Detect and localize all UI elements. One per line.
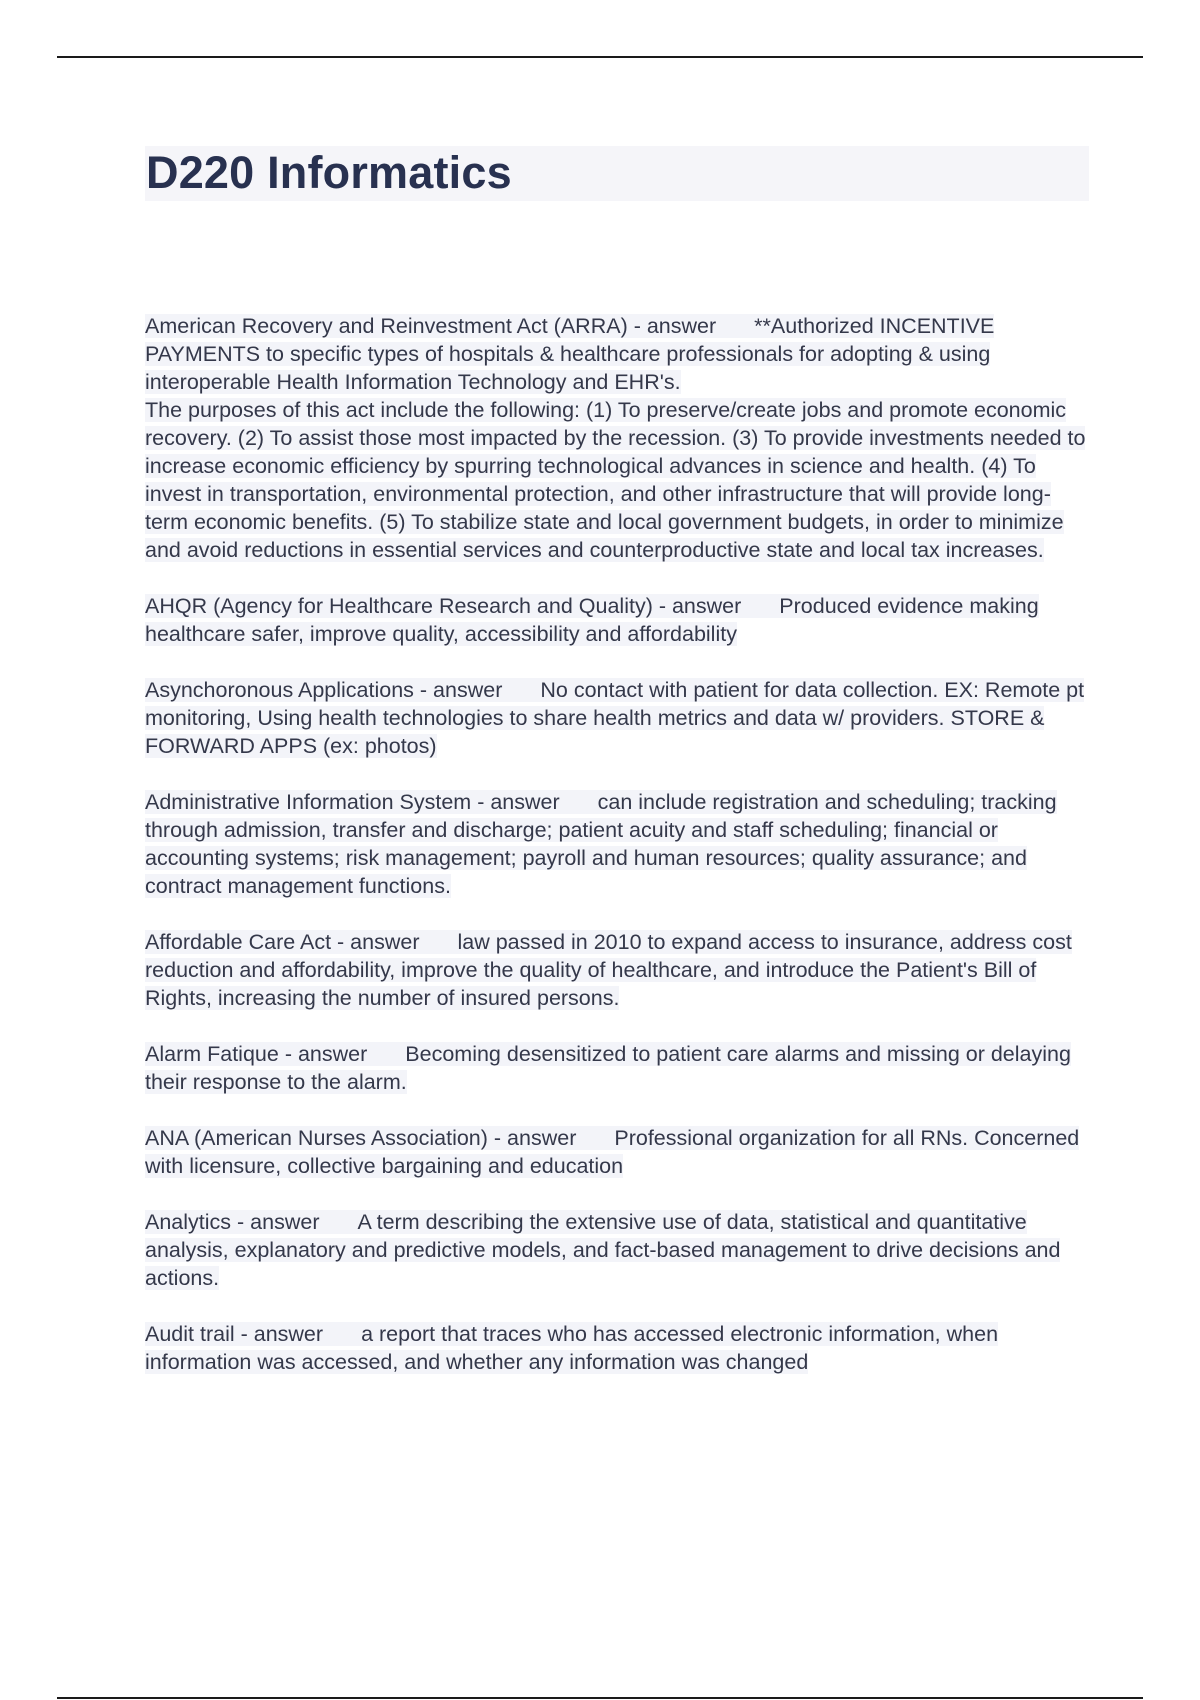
entry-text <box>145 1040 1090 1096</box>
flashcard-entry <box>145 1208 1090 1292</box>
entry-definition: Professional organization for all RNs. Concerned with licensure, collective bargaining and education <box>145 1126 1080 1178</box>
answer-separator: - answer <box>237 1210 320 1234</box>
entry-text <box>145 1320 1090 1376</box>
flashcard-list <box>145 312 1090 1404</box>
top-rule <box>57 56 1143 58</box>
flashcard-entry <box>145 928 1090 1012</box>
entry-term: Alarm Fatique <box>145 1042 279 1066</box>
answer-separator: - answer <box>337 930 420 954</box>
entry-definition: A term describing the extensive use of data, statistical and quantitative analysis, explanatory and predictive models, and fact-based management to drive decisions and actions. <box>145 1210 1061 1290</box>
entry-highlight <box>145 1126 1079 1178</box>
answer-separator: - answer <box>284 1042 368 1066</box>
entry-highlight <box>145 1042 1071 1094</box>
entry-term: Analytics <box>145 1210 232 1234</box>
entry-highlight <box>145 594 1039 646</box>
entry-term: American Recovery and Reinvestment Act (ARRA) <box>145 314 628 338</box>
entry-text <box>145 676 1090 760</box>
entry-term: ANA (American Nurses Association) <box>145 1126 488 1150</box>
answer-separator: - answer <box>477 790 560 814</box>
flashcard-entry <box>145 676 1090 760</box>
entry-definition: law passed in 2010 to expand access to insurance, address cost reduction and affordability, improve the quality of healthcare, and introduce the Patient's Bill of Rights, increasing the number of insured persons. <box>145 930 1072 1010</box>
answer-separator: - answer <box>240 1322 324 1346</box>
bottom-rule <box>57 1697 1143 1699</box>
entry-term: Audit trail <box>145 1322 235 1346</box>
entry-definition: a report that traces who has accessed electronic information, when information was accessed, and whether any information was changed <box>145 1322 999 1374</box>
entry-highlight <box>145 1322 998 1374</box>
entry-text <box>145 1124 1090 1180</box>
entry-highlight <box>145 790 1057 898</box>
entry-term: Asynchoronous Applications <box>145 678 414 702</box>
entry-text <box>145 592 1090 648</box>
flashcard-entry <box>145 788 1090 900</box>
flashcard-entry <box>145 592 1090 648</box>
answer-separator: - answer <box>633 314 717 338</box>
answer-separator: - answer <box>419 678 503 702</box>
flashcard-entry <box>145 1124 1090 1180</box>
entry-definition: No contact with patient for data collection. EX: Remote pt monitoring, Using health technologies to share health metrics and data w/ providers. STORE & FORWARD APPS (ex: photos) <box>145 678 1085 758</box>
answer-separator: - answer <box>658 594 742 618</box>
entry-text <box>145 788 1090 900</box>
entry-highlight <box>145 314 994 394</box>
entry-term: AHQR (Agency for Healthcare Research and Quality) <box>145 594 653 618</box>
entry-text <box>145 312 1090 396</box>
entry-definition: Produced evidence making healthcare safer, improve quality, accessibility and affordability <box>145 594 1039 646</box>
entry-definition: Becoming desensitized to patient care alarms and missing or delaying their response to the alarm. <box>145 1042 1071 1094</box>
flashcard-entry <box>145 1040 1090 1096</box>
answer-separator: - answer <box>493 1126 577 1150</box>
entry-definition: **Authorized INCENTIVE PAYMENTS to specific types of hospitals & healthcare professionals for adopting & using interoperable Health Information Technology and EHR's. <box>145 314 995 394</box>
entry-text <box>145 1208 1090 1292</box>
entry-text <box>145 928 1090 1012</box>
entry-highlight <box>145 930 1072 1010</box>
page-title: D220 Informatics <box>146 147 512 198</box>
entry-continuation-text: The purposes of this act include the following: (1) To preserve/create jobs and promote economic recovery. (2) To assist those most impacted by the recession. (3) To provide investments needed to increase economic efficiency by spurring technological advances in science and health. (4) To invest in transportation, environmental protection, and other infrastructure that will provide long-term economic benefits. (5) To stabilize state and local government budgets, in order to minimize and avoid reductions in essential services and counterproductive state and local tax increases. <box>145 398 1086 562</box>
entry-definition: can include registration and scheduling; tracking through admission, transfer and discharge; patient acuity and staff scheduling; financial or accounting systems; risk management; payroll and human resources; quality assurance; and contract management functions. <box>145 790 1057 898</box>
flashcard-entry <box>145 1320 1090 1376</box>
entry-term: Affordable Care Act <box>145 930 332 954</box>
flashcard-entry <box>145 312 1090 564</box>
entry-continuation <box>145 396 1090 564</box>
entry-highlight <box>145 678 1084 758</box>
entry-highlight <box>145 1210 1060 1290</box>
entry-term: Administrative Information System <box>145 790 472 814</box>
